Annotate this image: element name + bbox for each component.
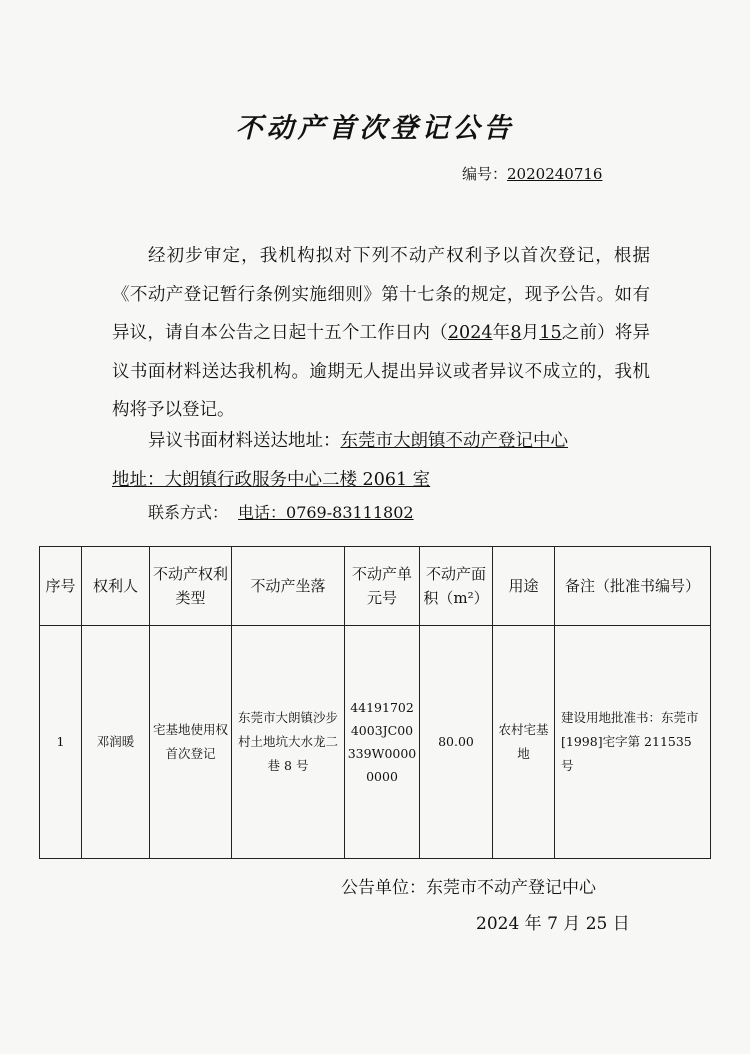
objection-address-value: 东莞市大朗镇不动产登记中心 [340,431,568,451]
header-remark: 备注（批准书编号） [555,547,711,626]
header-area: 不动产面积（m²） [420,547,493,626]
table-row [40,626,711,859]
document-number-value: 2020240716 [507,165,603,183]
body-text-b: 年 [492,323,511,343]
notice-body [112,237,650,430]
header-seq: 序号 [40,547,82,626]
notice-date: 2024 年 7 月 25 日 [476,914,630,934]
notice-paragraph [112,237,650,430]
registration-table [39,546,711,859]
cell-unit-no: 441917024003JC00339W00000000 [345,626,420,859]
objection-address-label: 异议书面材料送达地址： [148,431,341,451]
objection-address [148,427,568,452]
table-header-row [40,547,711,626]
body-text-c: 月 [521,323,540,343]
address-detail: 地址：大朗镇行政服务中心二楼 2061 室 [112,470,431,490]
body-text-a: 经初步审定，我机构拟对下列不动产权利予以首次登记，根据《不动产登记暂行条例实施细则》第十七条的规定，现予公告。如有异议，请自本公告之日起十五个工作日内（ [112,246,650,343]
notice-title: 不动产首次登记公告 [235,113,515,144]
contact-info [148,500,464,523]
header-use: 用途 [493,547,555,626]
cell-owner: 邓润暖 [82,626,150,859]
issuing-unit [341,873,596,898]
cell-seq: 1 [40,626,82,859]
deadline-day: 15 [539,323,562,343]
header-right-type: 不动产权利类型 [150,547,232,626]
cell-right-type: 宅基地使用权首次登记 [150,626,232,859]
cell-remark: 建设用地批准书：东莞市[1998]宅字第 211535 号 [555,626,711,859]
contact-label: 联系方式： [148,503,229,522]
body-text-d: 之前）将异议书面材料送达我机构。逾期无人提出异议或者异议不成立的，我机构将予以登记。 [112,323,651,420]
header-owner: 权利人 [82,547,150,626]
deadline-month: 8 [510,323,522,343]
cell-location: 东莞市大朗镇沙步村土地坑大水龙二巷 8 号 [232,626,345,859]
document-number-label: 编号： [462,165,508,183]
deadline-year: 2024 [447,323,493,343]
issuing-unit-label: 公告单位： [341,878,426,898]
contact-phone: 电话：0769-83111802 [238,503,414,522]
header-unit-no: 不动产单元号 [345,547,420,626]
issuing-unit-value: 东莞市不动产登记中心 [426,878,596,898]
header-location: 不动产坐落 [232,547,345,626]
cell-area: 80.00 [420,626,493,859]
document-number [462,163,602,184]
cell-use: 农村宅基地 [493,626,555,859]
